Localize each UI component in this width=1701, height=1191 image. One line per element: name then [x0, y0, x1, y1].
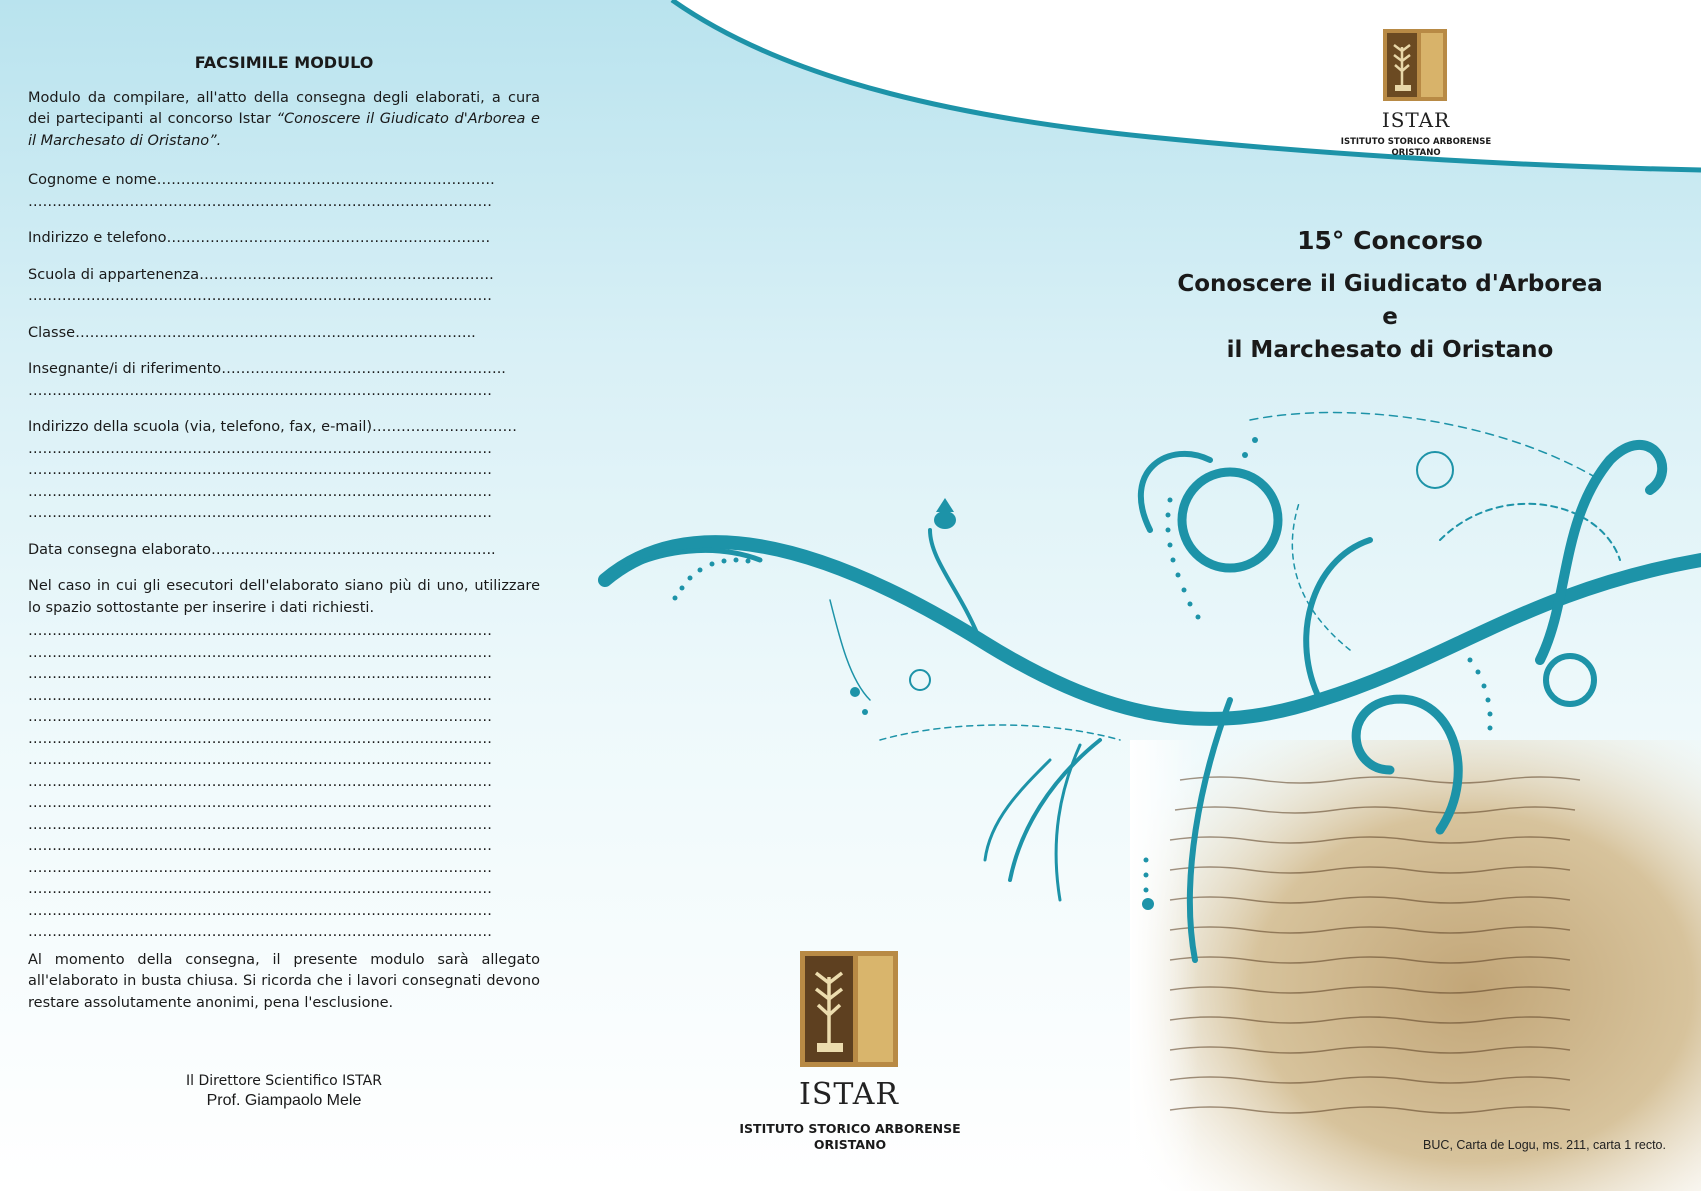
blank-line[interactable]: …………………………………………………………………………………… [28, 644, 492, 661]
multi-authors-note: Nel caso in cui gli esecutori dell'elaborato siano più di uno, utilizzare lo spazio sottostante per inserire i dati richiesti. [28, 578, 540, 616]
form-field[interactable] [28, 359, 540, 402]
form-intro-contest-title: “Conoscere il Giudicato d'Arborea e il Marchesato di Oristano”. [28, 111, 540, 149]
istar-subtitle-line2: ORISTANO [1391, 148, 1441, 158]
signature-role: Il Direttore Scientifico ISTAR [186, 1073, 382, 1089]
form-field[interactable] [28, 540, 540, 562]
blank-line[interactable]: …………………………………………………………………………………… [28, 709, 492, 725]
form-field-dots[interactable]: ……………………………………………………………………….. [75, 324, 476, 341]
form-field-dots[interactable]: ……………………………………………………………. [156, 172, 495, 188]
blank-line[interactable]: …………………………………………………………………………………… [28, 881, 492, 897]
form-field-label: Scuola di appartenenza [28, 266, 200, 283]
form-field[interactable] [28, 265, 540, 308]
form-field-dots[interactable]: ………………………… [372, 419, 518, 435]
blank-line[interactable]: …………………………………………………………………………………… [28, 902, 492, 919]
form-field-extra-line[interactable]: …………………………………………………………………………………… [28, 505, 492, 521]
contest-title-line1: Conoscere il Giudicato d'Arborea [1177, 271, 1603, 297]
blank-line[interactable]: …………………………………………………………………………………… [28, 838, 492, 854]
form-field[interactable] [28, 417, 540, 525]
facsimile-form [28, 52, 540, 1024]
blank-line[interactable]: …………………………………………………………………………………… [28, 730, 492, 747]
contest-title-block [1150, 224, 1630, 367]
form-intro [28, 88, 540, 153]
form-field-dots[interactable]: …………………………………………………………. [166, 230, 491, 246]
form-field-label: Indirizzo e telefono [28, 230, 167, 246]
form-field[interactable] [28, 323, 540, 345]
istar-subtitle-bottom-line1: ISTITUTO STORICO ARBORENSE [739, 1121, 961, 1136]
blank-lines [28, 621, 540, 944]
signature-block [28, 1071, 540, 1111]
signature-name: Prof. Giampaolo Mele [206, 1092, 362, 1109]
form-fields [28, 170, 540, 561]
form-intro-text: Modulo da compilare, all'atto della consegna degli elaborati, a cura dei partecipanti al concorso Istar [28, 89, 540, 127]
istar-subtitle-line1: ISTITUTO STORICO ARBORENSE [1340, 137, 1492, 147]
form-field-dots[interactable]: ………………………………………………….. [221, 361, 506, 377]
form-field-dots[interactable]: ………………………………………………….. [210, 541, 496, 558]
istar-subtitle-bottom [720, 1121, 980, 1153]
form-field-label: Data consegna elaborato [28, 541, 211, 558]
blank-line[interactable]: …………………………………………………………………………………… [28, 859, 492, 876]
blank-line[interactable]: …………………………………………………………………………………… [28, 924, 492, 940]
form-field-extra-line[interactable]: …………………………………………………………………………………… [28, 193, 492, 210]
istar-logo-top [1383, 29, 1447, 101]
form-field[interactable] [28, 228, 540, 250]
istar-name-top: ISTAR [1381, 108, 1451, 132]
form-field-extra-line[interactable]: …………………………………………………………………………………… [28, 483, 492, 500]
contest-title-line3: il Marchesato di Oristano [1226, 337, 1554, 363]
form-title: FACSIMILE MODULO [194, 53, 374, 72]
bud-ornament [934, 498, 956, 529]
form-field-extra-line[interactable]: …………………………………………………………………………………… [28, 440, 492, 457]
form-field-label: Cognome e nome [28, 172, 157, 188]
form-field-label: Insegnante/i di riferimento [28, 361, 222, 377]
blank-line[interactable]: …………………………………………………………………………………… [28, 795, 492, 811]
istar-subtitle-bottom-line2: ORISTANO [813, 1137, 887, 1152]
form-field-extra-line[interactable]: …………………………………………………………………………………… [28, 382, 492, 399]
contest-title-line2: e [1382, 304, 1398, 330]
blank-line[interactable]: …………………………………………………………………………………… [28, 752, 492, 768]
blank-line[interactable]: …………………………………………………………………………………… [28, 687, 492, 704]
contest-edition: 15° Concorso [1297, 226, 1483, 255]
form-field-label: Classe [28, 324, 76, 341]
form-field-label: Indirizzo della scuola (via, telefono, fax, e-mail) [28, 419, 373, 435]
blank-line[interactable]: …………………………………………………………………………………… [28, 816, 492, 833]
istar-subtitle-top [1280, 137, 1552, 159]
form-field-extra-line[interactable]: …………………………………………………………………………………… [28, 288, 492, 304]
blank-line[interactable]: …………………………………………………………………………………… [28, 773, 492, 790]
form-field-dots[interactable]: ……………………………………………………. [199, 266, 494, 283]
istar-logo-bottom [800, 951, 898, 1067]
istar-name-bottom: ISTAR [798, 1077, 900, 1112]
form-field[interactable] [28, 170, 540, 213]
form-field-extra-line[interactable]: …………………………………………………………………………………… [28, 462, 492, 478]
blank-line[interactable]: …………………………………………………………………………………… [28, 666, 492, 682]
manuscript-caption: BUC, Carta de Logu, ms. 211, carta 1 recto. [1423, 1138, 1666, 1152]
blank-line[interactable]: …………………………………………………………………………………… [28, 623, 492, 639]
manuscript-image [1130, 740, 1701, 1191]
closing-notice: Al momento della consegna, il presente modulo sarà allegato all'elaborato in busta chiusa. Si ricorda che i lavori consegnati devono restare assolutamente anonimi, pena l'esclusione. [28, 951, 540, 1011]
